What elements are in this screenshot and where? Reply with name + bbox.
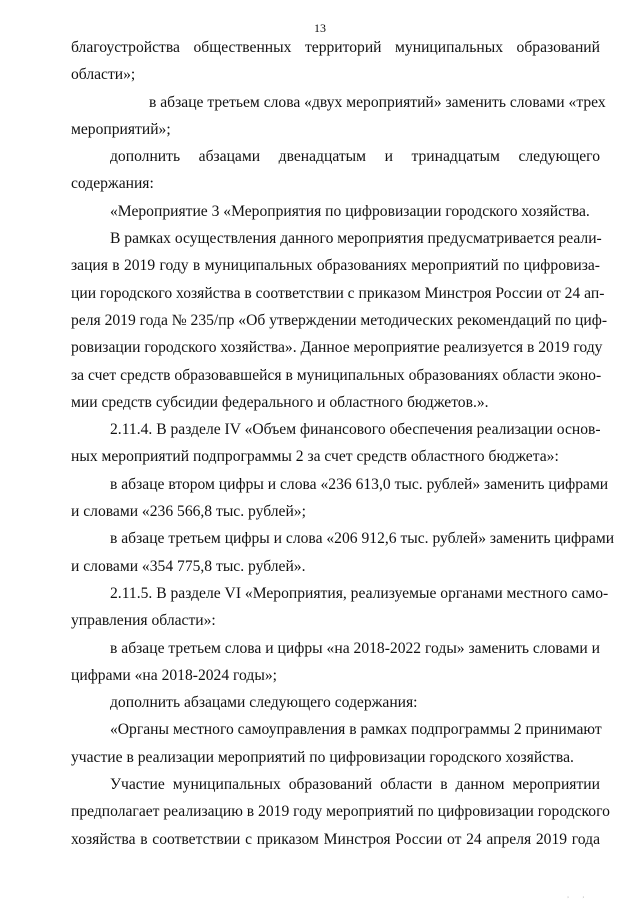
text-line: благоустройства общественных территорий муниципальных образований xyxy=(71,39,600,56)
text-line: 2.11.5. В разделе VI «Мероприятия, реализуемые органами местного само- xyxy=(110,584,609,602)
text-line: содержания: xyxy=(71,175,154,193)
text-line: ции городского хозяйства в соответствии с приказом Минстроя России от 24 ап- xyxy=(71,284,605,302)
scan-corner-mark: ‚ ‚ xyxy=(567,893,591,899)
text-line: предполагает реализацию в 2019 году мероприятий по цифровизации городского xyxy=(71,803,610,821)
paragraph-9 xyxy=(71,580,609,635)
page-number: 13 xyxy=(314,21,326,35)
text-line: в абзаце втором цифры и слова «236 613,0 тыс. рублей» заменить цифрами xyxy=(110,475,609,493)
text-line: реля 2019 года № 235/пр «Об утверждении методических рекомендаций по циф- xyxy=(71,311,608,329)
text-line: управления области»: xyxy=(71,612,216,630)
text-line: зация в 2019 году в муниципальных образованиях мероприятий по цифровиза- xyxy=(71,257,600,275)
document-body xyxy=(71,34,615,853)
text-line: ровизации городского хозяйства». Данное мероприятие реализуется в 2019 году xyxy=(71,339,603,357)
text-line: В рамках осуществления данного мероприятия предусматривается реали- xyxy=(110,230,602,248)
paragraph-1 xyxy=(71,34,600,89)
paragraph-4 xyxy=(71,198,600,225)
paragraph-8 xyxy=(71,525,615,580)
text-line: за счет средств образовавшейся в муниципальных образованиях области эконо- xyxy=(71,366,602,384)
text-line: «Мероприятие 3 «Мероприятия по цифровизации городского хозяйства. xyxy=(110,202,590,220)
paragraph-11 xyxy=(71,689,600,716)
text-line: в абзаце третьем слова и цифры «на 2018-2022 годы» заменить словами и xyxy=(110,639,600,657)
text-line: в абзаце третьем слова «двух мероприятий» заменить словами «трех xyxy=(149,93,606,111)
text-line: мии средств субсидии федерального и областного бюджетов.». xyxy=(71,393,489,411)
paragraph-6 xyxy=(71,416,600,471)
text-line: мероприятий»; xyxy=(71,120,171,138)
paragraph-3 xyxy=(71,143,600,198)
text-line: 2.11.4. В разделе IV «Объем финансового обеспечения реализации основ- xyxy=(110,421,601,439)
text-line: ных мероприятий подпрограммы 2 за счет средств областного бюджета»: xyxy=(71,448,559,466)
text-line: дополнить абзацами следующего содержания: xyxy=(110,694,418,712)
paragraph-13 xyxy=(71,771,610,853)
text-line: в абзаце третьем цифры и слова «206 912,6 тыс. рублей» заменить цифрами xyxy=(110,530,615,548)
text-line: «Органы местного самоуправления в рамках подпрограммы 2 принимают xyxy=(110,721,602,739)
paragraph-7 xyxy=(71,471,609,526)
text-line: Участие муниципальных образований области в данном мероприятии xyxy=(110,776,600,794)
text-line: хозяйства в соответствии с приказом Минстроя России от 24 апреля 2019 года xyxy=(71,830,600,848)
text-line: и словами «354 775,8 тыс. рублей». xyxy=(71,557,306,575)
text-line: дополнить абзацами двенадцатым и тринадцатым следующего xyxy=(110,148,600,166)
paragraph-5 xyxy=(71,225,608,416)
paragraph-2 xyxy=(71,89,606,144)
text-line: участие в реализации мероприятий по цифровизации городского хозяйства. xyxy=(71,748,574,766)
text-line: цифрами «на 2018-2024 годы»; xyxy=(71,666,277,684)
text-line: и словами «236 566,8 тыс. рублей»; xyxy=(71,503,306,521)
text-line: области»; xyxy=(71,66,136,84)
paragraph-10 xyxy=(71,635,600,690)
paragraph-12 xyxy=(71,716,600,771)
